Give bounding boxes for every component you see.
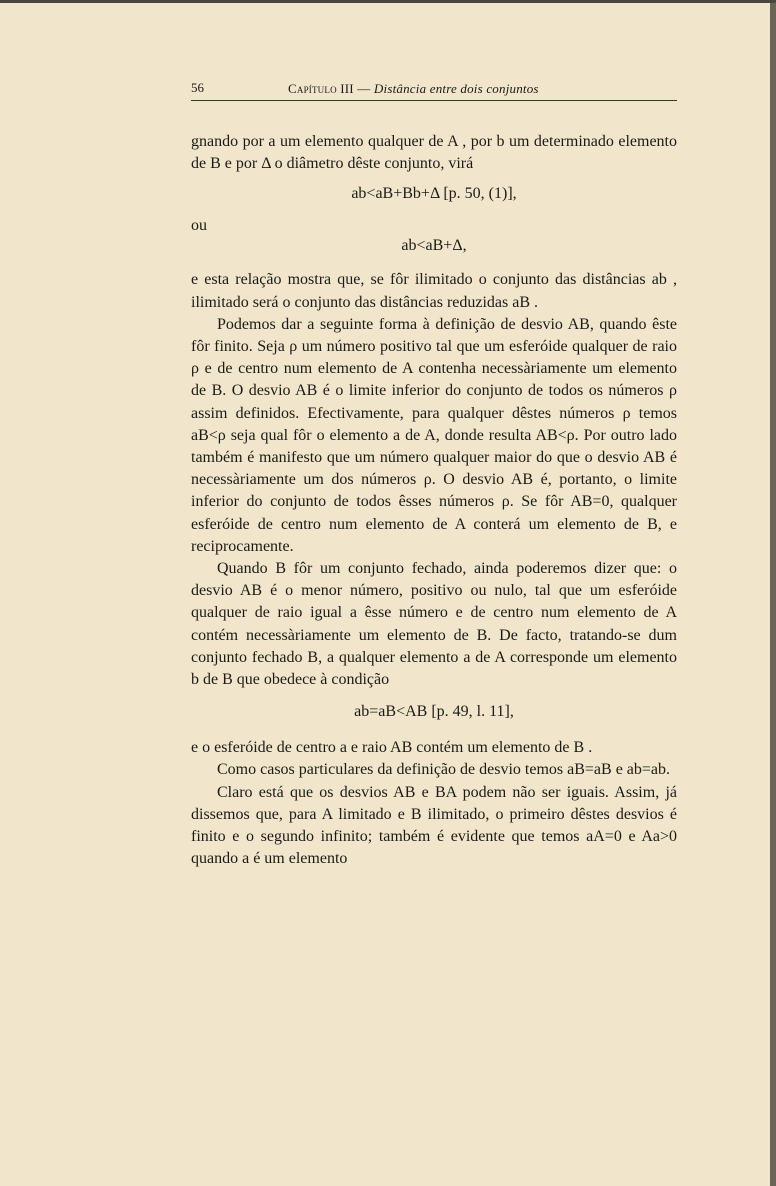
equation-2-row — [191, 209, 677, 235]
equation-3-row — [191, 701, 677, 727]
page-number: 56 — [191, 80, 204, 95]
equation-1-row — [191, 183, 677, 209]
equation-2-line — [191, 235, 677, 261]
chapter-title: Distância entre dois conjuntos — [373, 81, 539, 96]
paragraph-4: Quando B fôr um conjunto fechado, ainda poderemos dizer que: o desvio AB é o menor número, positivo ou nulo, tal que um esferóide qualquer de raio igual a êsse número e de centro num elemento de A contém necessàriamente um elemento de B. De facto, tratando-se dum conjunto fechado B, a qualquer elemento a de A corresponde um elemento b de B que obedece à condição — [191, 560, 677, 689]
paragraph-3: Podemos dar a seguinte forma à definição de desvio AB, quando êste fôr finito. Seja ρ um número positivo tal que um esferóide qualquer de raio ρ e de centro num elemento de A contenha necessàriamente um elemento de B. O desvio AB é o limite inferior do conjunto de todos os números ρ assim definidos. Efectivamente, para qualquer dêstes números ρ temos aB<ρ seja qual fôr o elemento a de A, donde resulta AB<ρ. Por outro lado também é manifesto que um número qualquer maior do que o desvio AB é necessàriamente um dos números ρ. O desvio AB é, portanto, o limite inferior do conjunto de todos êsses números ρ. Se fôr AB=0, qualquer esferóide de centro num elemento de A conterá um elemento de B, e reciprocamente. — [191, 315, 677, 555]
header-title — [288, 81, 539, 97]
paragraph-5: e o esferóide de centro a e raio AB contém um elemento de B . — [191, 739, 593, 757]
header-separator: — — [353, 81, 374, 96]
scan-edge — [0, 0, 776, 3]
equation-3: ab=aB<AB [p. 49, l. 11], — [354, 703, 514, 721]
paragraph-2: e esta relação mostra que, se fôr ilimitado o conjunto das distâncias ab , ilimitado será o conjunto das distâncias reduzidas aB . — [191, 271, 677, 311]
chapter-label: Capítulo III — [288, 81, 354, 96]
paragraph-6: Como casos particulares da definição de desvio temos aB=aB e ab=ab. — [217, 761, 671, 779]
paragraph-1: gnando por a um elemento qualquer de A , por b um determinado elemento de B e por Δ o diâmetro dêste conjunto, virá — [191, 133, 677, 173]
equation-1: ab<aB+Bb+Δ [p. 50, (1)], — [351, 185, 517, 203]
page-body — [191, 131, 677, 870]
paragraph-7: Claro está que os desvios AB e BA podem não ser iguais. Assim, já dissemos que, para A limitado e B ilimitado, o primeiro dêstes desvios é finito e o segundo infinito; também é evidente que temos aA=0 e Aa>0 quando a é um elemento — [191, 783, 677, 868]
ou-label: ou — [191, 217, 207, 235]
running-header — [191, 80, 677, 101]
equation-2: ab<aB+Δ, — [401, 237, 467, 255]
